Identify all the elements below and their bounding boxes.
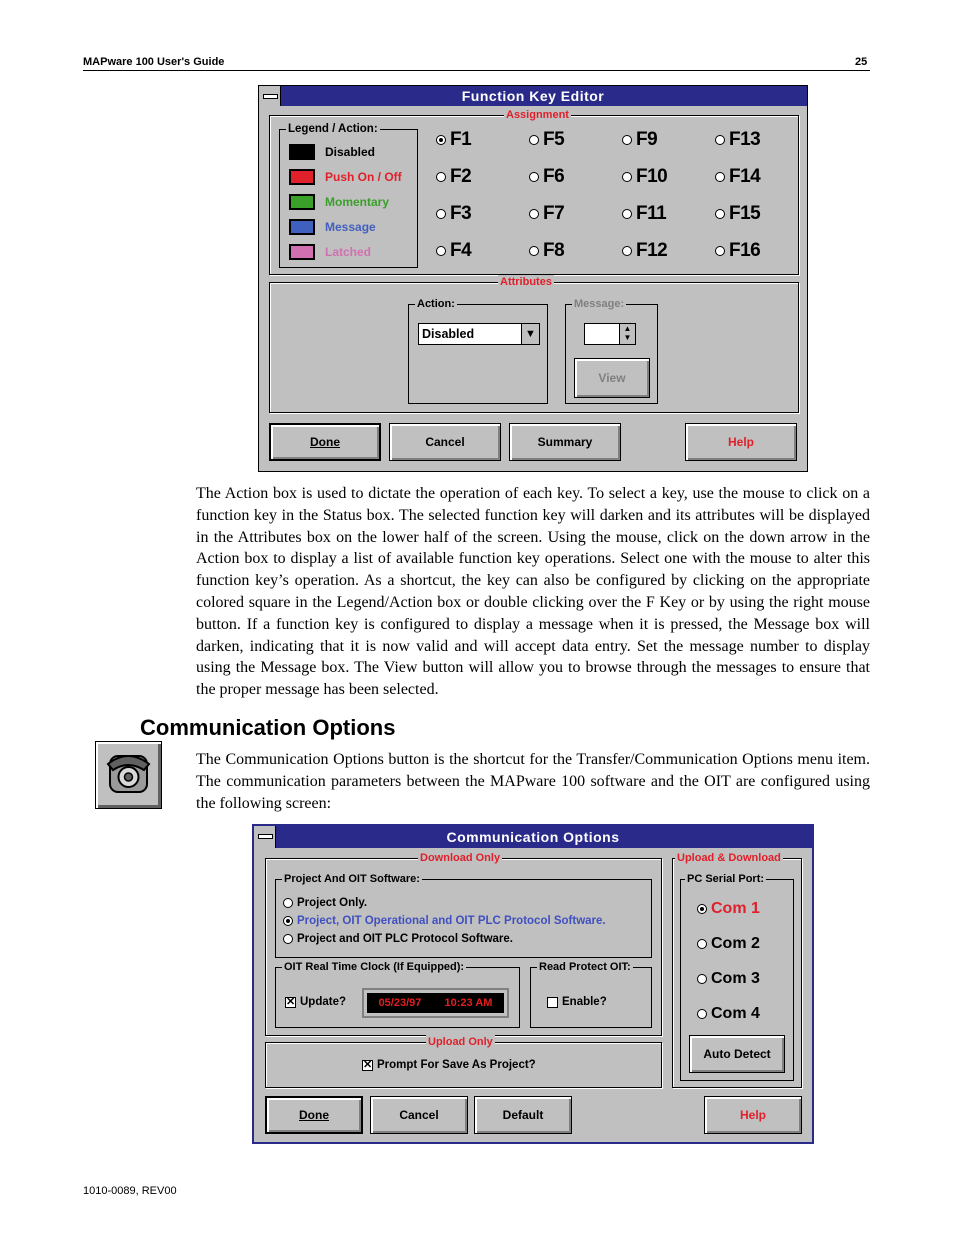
function-key-radio[interactable]: [715, 203, 760, 225]
clock-date: 05/23/97: [378, 997, 422, 1009]
function-key-label: F10: [636, 166, 668, 187]
assignment-label: Assignment: [506, 109, 569, 121]
radio-icon: [622, 135, 632, 145]
function-key-label: F7: [543, 203, 565, 224]
enable-checkbox[interactable]: [547, 996, 607, 1008]
radio-icon: [715, 209, 725, 219]
function-key-radio[interactable]: [436, 129, 471, 151]
radio-icon: [283, 898, 293, 908]
co-default-button[interactable]: Default: [474, 1096, 572, 1134]
com-port-radio[interactable]: [697, 1005, 760, 1023]
enable-label: Enable?: [562, 996, 607, 1008]
legend-action-label: Legend / Action:: [288, 123, 378, 135]
project-oit-label: Project And OIT Software:: [284, 873, 420, 885]
message-label: Message:: [574, 298, 625, 310]
radio-icon: [715, 246, 725, 256]
enable-check-icon: [547, 997, 558, 1008]
upload-download-panel: [672, 852, 802, 1088]
action-box-paragraph: The Action box is used to dictate the operation of each key. To select a key, use the mouse to click on a function key in the Status box. The selected function key will darken and its attributes will be displayed in the Attributes box on the lower half of the screen. Using the mouse, click on the down arrow in the Action box to display a list of available function key operations. Select one with the mouse to alter this function key’s operation. As a shortcut, the key can also be configured by clicking on the appropriate colored square in the Legend/Action box or double clicking over the F Key or by using the right mouse button. If a function key is configured to display a message when it is pressed, the Message box will darken, indicating that it is now valid and will accept data entry. Set the message number to display using the Message box. The View button will allow you to browse through the messages to ensure that the proper message has been selected.: [196, 485, 870, 699]
software-option-label: Project Only.: [297, 897, 368, 909]
function-key-radio[interactable]: [622, 129, 657, 151]
update-checkbox[interactable]: [285, 996, 346, 1008]
clock-time: 10:23 AM: [444, 997, 493, 1009]
function-key-label: F13: [729, 129, 761, 150]
function-key-label: F12: [636, 240, 668, 261]
co-title: Communication Options: [446, 829, 620, 845]
radio-icon: [436, 135, 446, 145]
radio-icon: [622, 246, 632, 256]
telephone-icon: [96, 742, 161, 808]
auto-detect-button[interactable]: Auto Detect: [689, 1035, 785, 1073]
radio-icon: [622, 172, 632, 182]
upload-only-label: Upload Only: [428, 1036, 493, 1048]
legend-swatch[interactable]: [289, 169, 315, 185]
radio-icon: [697, 904, 707, 914]
clock-frame: [362, 988, 509, 1018]
rtc-label: OIT Real Time Clock (If Equipped):: [284, 961, 465, 973]
com-port-label: Com 4: [711, 1005, 760, 1022]
com-port-label: Com 1: [711, 900, 760, 917]
function-key-label: F9: [636, 129, 658, 150]
function-key-radio[interactable]: [529, 166, 564, 188]
radio-icon: [529, 172, 539, 182]
radio-icon: [529, 246, 539, 256]
co-cancel-button[interactable]: Cancel: [370, 1096, 468, 1134]
fke-title: Function Key Editor: [461, 88, 605, 104]
function-key-radio[interactable]: [622, 166, 667, 188]
cancel-button[interactable]: Cancel: [389, 423, 501, 461]
radio-icon: [436, 172, 446, 182]
co-done-button[interactable]: [265, 1096, 363, 1134]
header-title: MAPware 100 User's Guide: [83, 56, 225, 68]
prompt-save-checkbox[interactable]: [362, 1059, 536, 1071]
upload-only-panel: [265, 1036, 662, 1088]
radio-icon: [529, 135, 539, 145]
clock-display: [367, 993, 504, 1013]
dropdown-arrow-icon[interactable]: ▼: [521, 324, 539, 344]
system-menu-icon[interactable]: [254, 826, 276, 848]
function-key-label: F11: [636, 203, 667, 224]
function-key-radio[interactable]: [715, 129, 760, 151]
action-value: Disabled: [422, 327, 475, 341]
communication-options-icon: [95, 741, 162, 809]
done-label: Done: [310, 435, 340, 449]
radio-icon: [529, 209, 539, 219]
prompt-check-icon: ✕: [363, 1058, 373, 1071]
message-spinner[interactable]: [584, 323, 636, 345]
legend-swatch[interactable]: [289, 194, 315, 210]
function-key-editor-dialog: [258, 85, 808, 472]
header-rule: [83, 70, 870, 71]
legend-label: Push On / Off: [325, 170, 402, 184]
radio-icon: [697, 1009, 707, 1019]
footer-doc-id: 1010-0089, REV00: [83, 1185, 177, 1197]
function-key-label: F5: [543, 129, 565, 150]
function-key-radio[interactable]: [715, 166, 760, 188]
function-key-radio[interactable]: [436, 240, 471, 262]
rtc-group: [275, 961, 520, 1028]
assignment-panel: [269, 109, 799, 275]
action-dropdown[interactable]: [418, 323, 540, 345]
download-only-panel: [265, 852, 662, 1036]
radio-icon: [436, 209, 446, 219]
function-key-radio[interactable]: [715, 240, 760, 262]
radio-icon: [436, 246, 446, 256]
section-title: Communication Options: [140, 715, 396, 740]
spinner-arrows-icon[interactable]: ▲ ▼: [619, 324, 635, 344]
radio-icon: [622, 209, 632, 219]
radio-icon: [283, 916, 293, 926]
function-key-radio[interactable]: [436, 203, 471, 225]
software-option-label: Project, OIT Operational and OIT PLC Protocol Software.: [297, 915, 606, 927]
read-protect-label: Read Protect OIT:: [539, 961, 631, 973]
com-port-radio[interactable]: [697, 970, 760, 988]
function-key-radio[interactable]: [622, 203, 666, 225]
function-key-radio[interactable]: [529, 240, 564, 262]
co-help-button[interactable]: Help: [704, 1096, 802, 1134]
message-group: [565, 298, 658, 404]
action-group: [408, 298, 548, 404]
com-port-radio[interactable]: [697, 900, 760, 918]
function-key-radio[interactable]: [622, 240, 667, 262]
co-titlebar: [254, 826, 812, 848]
com-port-label: Com 3: [711, 970, 760, 987]
legend-group: [279, 123, 418, 268]
function-key-radio[interactable]: [436, 166, 471, 188]
page-number: 25: [855, 56, 868, 68]
legend-label: Message: [325, 220, 376, 234]
legend-label: Latched: [325, 245, 372, 259]
attributes-label: Attributes: [500, 276, 552, 288]
radio-icon: [697, 939, 707, 949]
com-port-label: Com 2: [711, 935, 760, 952]
radio-icon: [715, 172, 725, 182]
update-label: Update?: [300, 996, 346, 1008]
co-done-label: Done: [299, 1108, 329, 1122]
upload-download-label: Upload & Download: [677, 852, 781, 864]
update-check-icon: ✕: [286, 995, 296, 1008]
radio-icon: [697, 974, 707, 984]
com-port-radio[interactable]: [697, 935, 760, 953]
download-only-label: Download Only: [420, 852, 501, 864]
help-button[interactable]: Help: [685, 423, 797, 461]
function-key-label: F3: [450, 203, 472, 224]
function-key-label: F1: [450, 129, 472, 150]
project-oit-group: [275, 873, 652, 958]
communication-paragraph: The Communication Options button is the shortcut for the Transfer/Communication Options menu item. The communication parameters between the MAPware 100 software and the OIT are configured using the following screen:: [196, 751, 870, 812]
summary-button[interactable]: Summary: [509, 423, 621, 461]
function-key-label: F14: [729, 166, 761, 187]
software-option-radio[interactable]: [283, 933, 513, 945]
legend-label: Momentary: [325, 195, 390, 209]
function-key-label: F15: [729, 203, 761, 224]
function-key-label: F2: [450, 166, 472, 187]
pc-serial-label: PC Serial Port:: [687, 873, 765, 885]
legend-swatch[interactable]: [289, 144, 315, 160]
software-option-label: Project and OIT PLC Protocol Software.: [297, 933, 513, 945]
function-key-label: F16: [729, 240, 761, 261]
legend-swatch[interactable]: [289, 244, 315, 260]
communication-options-dialog: [252, 824, 814, 1144]
legend-swatch[interactable]: [289, 219, 315, 235]
radio-icon: [283, 934, 293, 944]
function-key-radio[interactable]: [529, 203, 564, 225]
read-protect-group: [530, 961, 652, 1028]
system-menu-icon[interactable]: [259, 86, 281, 106]
function-key-label: F6: [543, 166, 565, 187]
view-button[interactable]: View: [574, 358, 650, 398]
prompt-label: Prompt For Save As Project?: [377, 1059, 536, 1071]
radio-icon: [715, 135, 725, 145]
function-key-radio[interactable]: [529, 129, 564, 151]
attributes-panel: [269, 276, 799, 413]
fke-titlebar: [259, 86, 807, 106]
done-button[interactable]: [269, 423, 381, 461]
action-label: Action:: [417, 298, 455, 310]
software-option-radio[interactable]: [283, 897, 367, 909]
software-option-radio[interactable]: [283, 915, 606, 927]
function-key-label: F4: [450, 240, 472, 261]
legend-label: Disabled: [325, 145, 376, 159]
pc-serial-group: [680, 873, 794, 1081]
function-key-label: F8: [543, 240, 565, 261]
